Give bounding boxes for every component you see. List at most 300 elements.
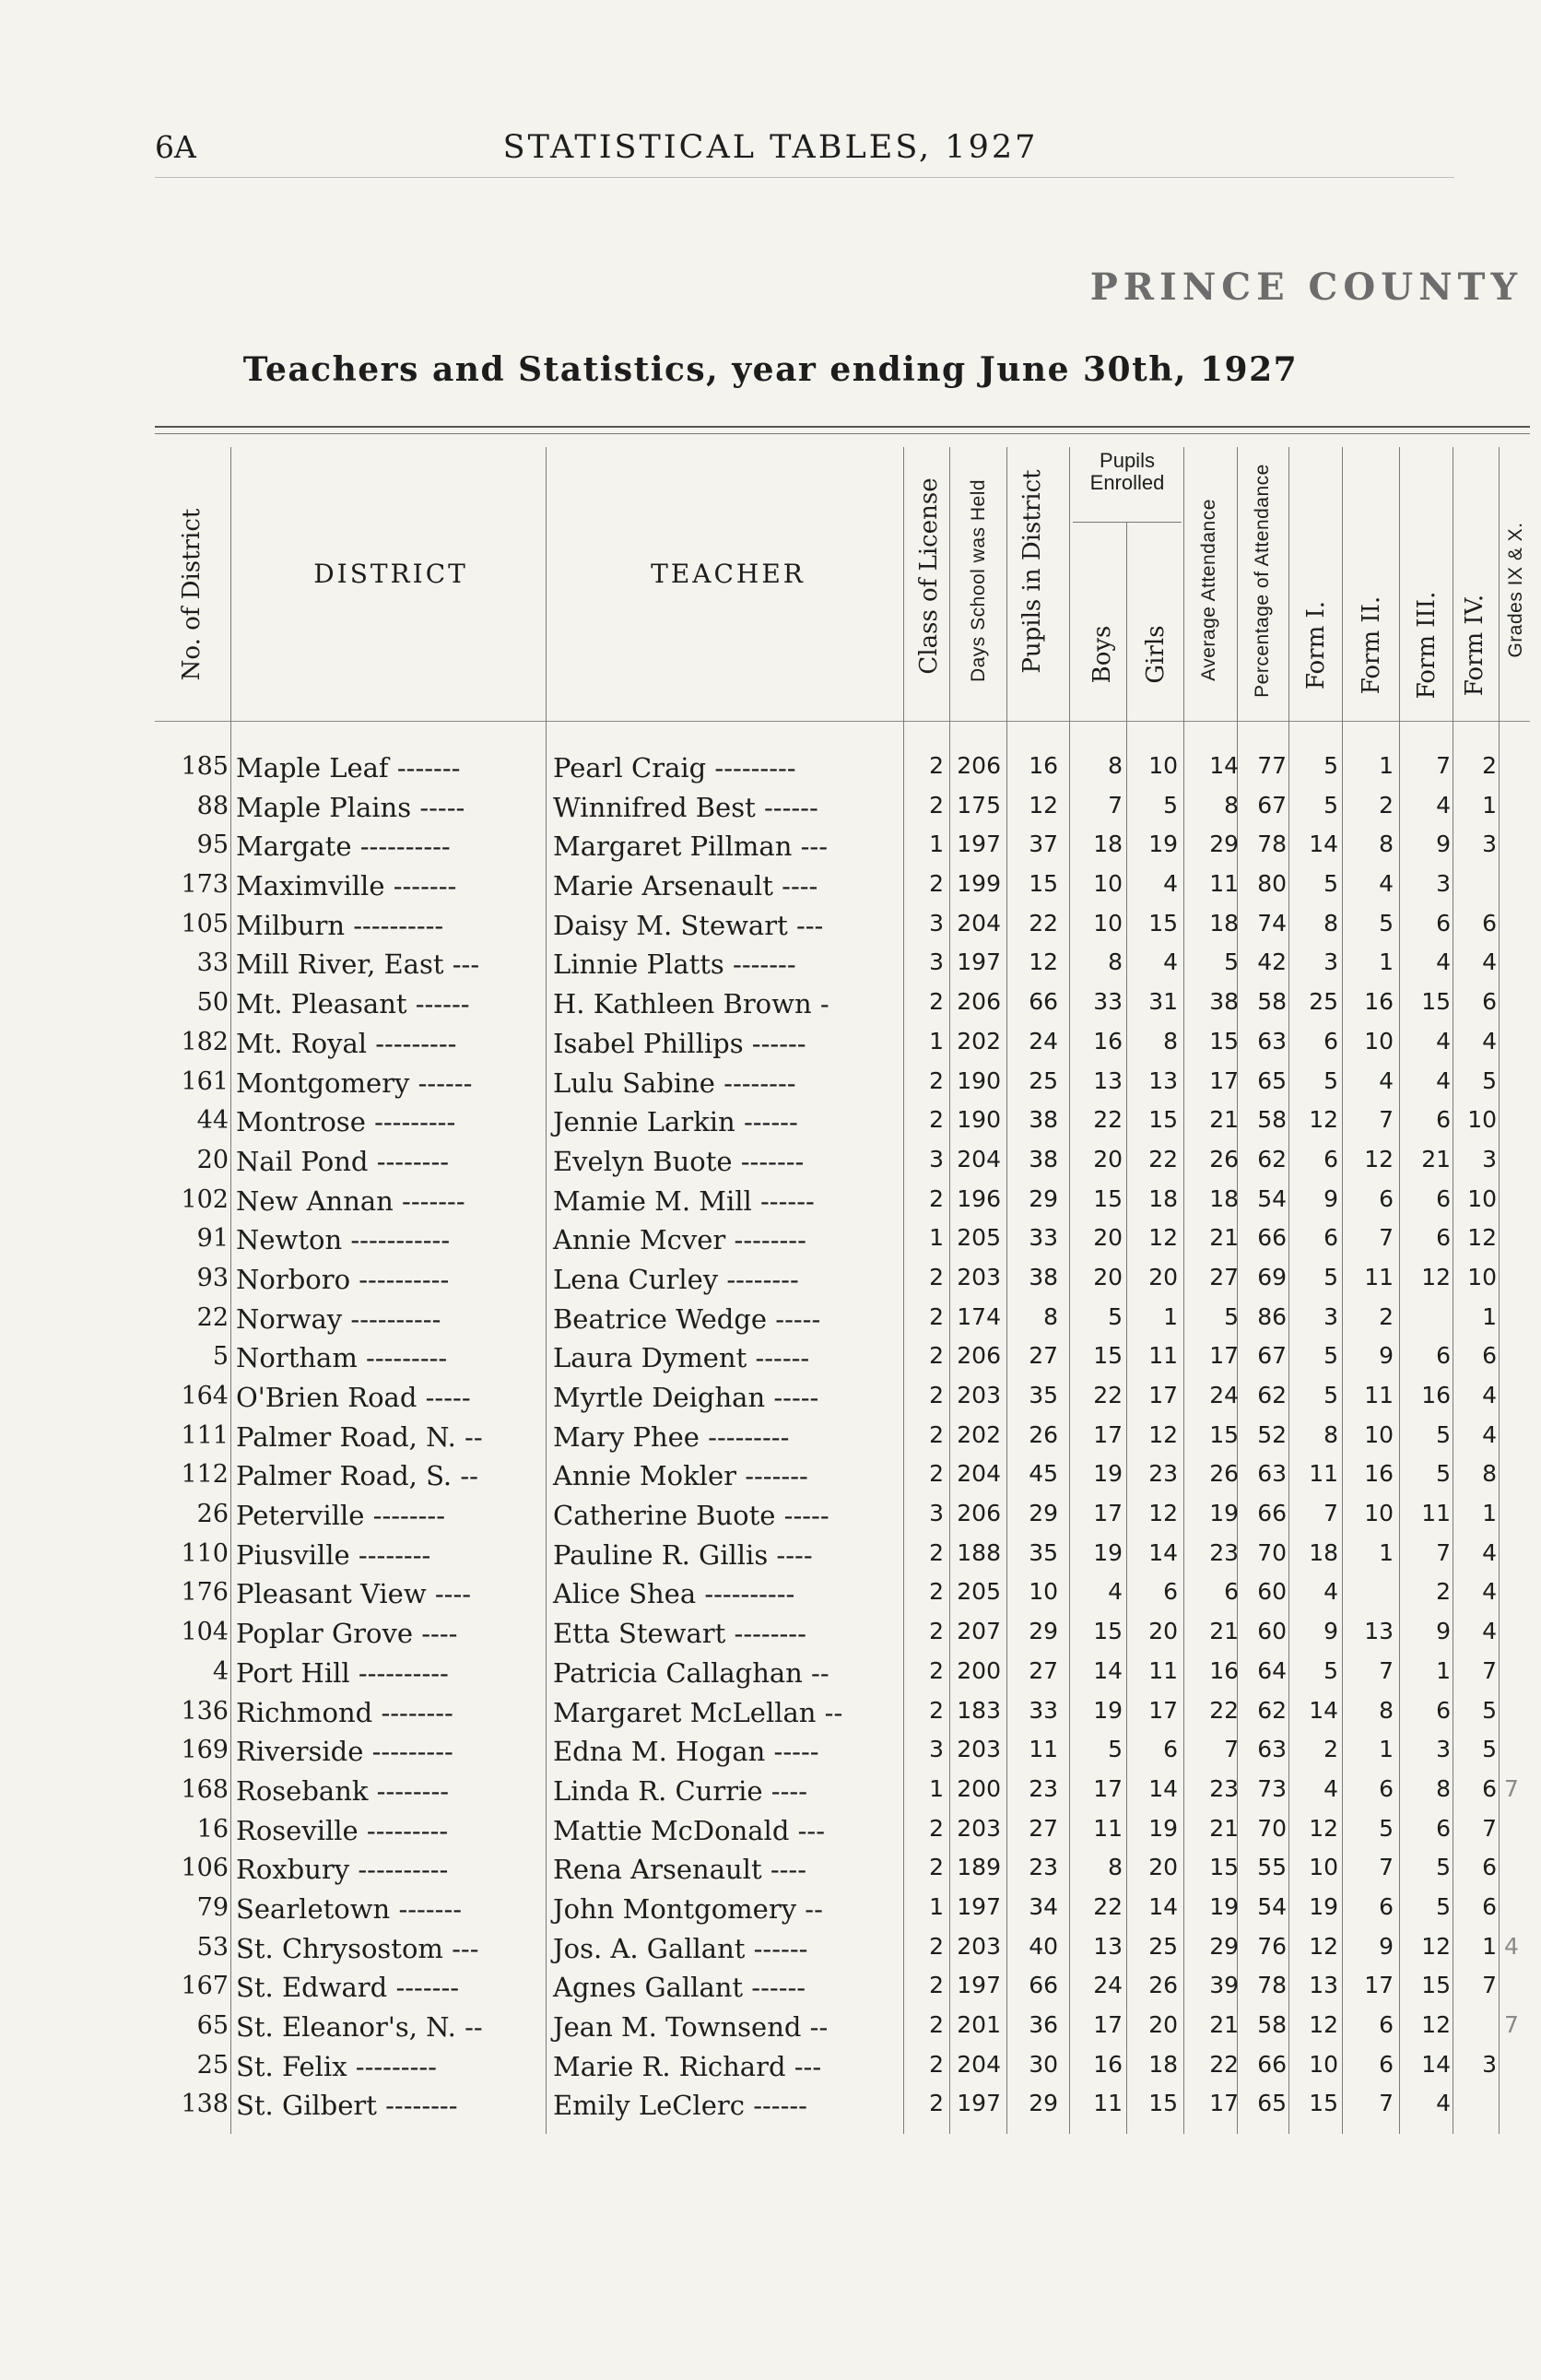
- average-attendance: 19: [1209, 1892, 1239, 1920]
- days-held: 199: [957, 870, 1001, 898]
- days-held: 196: [957, 1184, 1001, 1212]
- form-1: 8: [1323, 909, 1338, 937]
- district-name: Maximville -------: [236, 870, 457, 902]
- license-class: 3: [929, 948, 944, 976]
- attendance-percentage: 70: [1257, 1538, 1287, 1566]
- form-2: 1: [1379, 752, 1394, 779]
- form-2: 8: [1379, 831, 1394, 858]
- form-1: 5: [1323, 1382, 1338, 1408]
- teacher-name: Marie Arsenault ----: [553, 870, 818, 902]
- form-1: 4: [1323, 1578, 1338, 1606]
- district-number: 173: [181, 870, 229, 900]
- form-4: 10: [1467, 1106, 1497, 1134]
- form-3: 6: [1436, 1106, 1451, 1134]
- girls-enrolled: 15: [1148, 909, 1178, 937]
- attendance-percentage: 78: [1257, 1972, 1287, 1999]
- form-1: 8: [1323, 1420, 1338, 1448]
- attendance-percentage: 65: [1257, 1066, 1287, 1094]
- license-class: 2: [929, 1854, 944, 1881]
- teacher-name: John Montgomery --: [553, 1892, 823, 1925]
- teacher-name: Annie Mokler -------: [553, 1460, 808, 1492]
- district-number: 164: [181, 1382, 229, 1410]
- district-name: Piusville --------: [236, 1538, 431, 1571]
- pupils-in-district: 66: [1029, 1972, 1058, 1999]
- form-2: 4: [1379, 1066, 1394, 1094]
- girls-enrolled: 17: [1148, 1696, 1178, 1724]
- license-class: 1: [929, 1892, 944, 1920]
- attendance-percentage: 66: [1257, 1224, 1287, 1252]
- col-header-g9: Grades IX & X.: [1505, 522, 1526, 658]
- attendance-percentage: 54: [1257, 1184, 1287, 1212]
- district-name: Maple Leaf -------: [236, 752, 461, 784]
- col-header-enrolled: Pupils Enrolled: [1089, 449, 1165, 494]
- license-class: 3: [929, 1736, 944, 1763]
- average-attendance: 29: [1209, 1932, 1239, 1960]
- days-held: 197: [957, 1892, 1001, 1920]
- girls-enrolled: 12: [1148, 1224, 1178, 1252]
- district-number: 79: [196, 1892, 229, 1922]
- pupils-in-district: 26: [1029, 1420, 1058, 1448]
- form-1: 13: [1309, 1972, 1338, 1999]
- attendance-percentage: 52: [1257, 1420, 1287, 1448]
- license-class: 2: [929, 1382, 944, 1408]
- average-attendance: 23: [1209, 1774, 1239, 1802]
- boys-enrolled: 11: [1093, 2090, 1123, 2117]
- girls-enrolled: 18: [1148, 1184, 1178, 1212]
- license-class: 1: [929, 1774, 944, 1802]
- days-held: 203: [957, 1932, 1001, 1960]
- days-held: 200: [957, 1774, 1001, 1802]
- form-1: 14: [1309, 831, 1338, 858]
- average-attendance: 7: [1224, 1736, 1239, 1763]
- col-header-f2: Form II.: [1358, 595, 1385, 695]
- girls-enrolled: 6: [1163, 1578, 1178, 1606]
- form-4: 10: [1467, 1184, 1497, 1212]
- days-held: 174: [957, 1302, 1001, 1330]
- running-title: STATISTICAL TABLES, 1927: [502, 129, 1039, 166]
- form-1: 18: [1309, 1538, 1338, 1566]
- days-held: 189: [957, 1854, 1001, 1881]
- girls-enrolled: 31: [1148, 988, 1178, 1016]
- attendance-percentage: 76: [1257, 1932, 1287, 1960]
- district-name: Poplar Grove ----: [236, 1618, 458, 1650]
- average-attendance: 22: [1209, 1696, 1239, 1724]
- teacher-name: Lena Curley --------: [553, 1263, 799, 1295]
- attendance-percentage: 66: [1257, 2050, 1287, 2078]
- teacher-name: Jennie Larkin ------: [553, 1106, 798, 1138]
- form-4: 10: [1467, 1263, 1497, 1290]
- girls-enrolled: 4: [1163, 948, 1178, 976]
- district-number: 111: [181, 1420, 229, 1450]
- form-4: 3: [1482, 1145, 1497, 1172]
- form-3: 6: [1436, 909, 1451, 937]
- form-1: 5: [1323, 791, 1338, 819]
- days-held: 190: [957, 1066, 1001, 1094]
- pupils-in-district: 25: [1029, 1066, 1058, 1094]
- days-held: 207: [957, 1618, 1001, 1645]
- attendance-percentage: 42: [1257, 948, 1287, 976]
- form-3: 6: [1436, 1224, 1451, 1252]
- days-held: 205: [957, 1224, 1001, 1252]
- form-2: 6: [1379, 1892, 1394, 1920]
- form-2: 4: [1379, 870, 1394, 898]
- pupils-in-district: 33: [1029, 1696, 1058, 1724]
- attendance-percentage: 66: [1257, 1500, 1287, 1527]
- table-row: [0, 1966, 1541, 2006]
- license-class: 2: [929, 752, 944, 779]
- table-title: Teachers and Statistics, year ending June 30th, 1927: [242, 350, 1299, 389]
- attendance-percentage: 69: [1257, 1263, 1287, 1290]
- district-name: Peterville --------: [236, 1500, 446, 1532]
- form-2: 6: [1379, 2011, 1394, 2038]
- attendance-percentage: 73: [1257, 1774, 1287, 1802]
- license-class: 2: [929, 988, 944, 1016]
- form-4: 4: [1482, 1027, 1497, 1055]
- girls-enrolled: 6: [1163, 1736, 1178, 1763]
- teacher-name: Edna M. Hogan -----: [553, 1736, 819, 1768]
- pupils-in-district: 12: [1029, 791, 1058, 819]
- license-class: 2: [929, 2050, 944, 2078]
- boys-enrolled: 22: [1093, 1382, 1123, 1408]
- table-row: [0, 1573, 1541, 1612]
- district-name: St. Felix ---------: [236, 2050, 437, 2082]
- days-held: 206: [957, 752, 1001, 779]
- form-2: 6: [1379, 1184, 1394, 1212]
- license-class: 2: [929, 1618, 944, 1645]
- district-number: 110: [181, 1538, 229, 1568]
- col-header-f3: Form III.: [1413, 591, 1441, 700]
- days-held: 188: [957, 1538, 1001, 1566]
- average-attendance: 6: [1224, 1578, 1239, 1606]
- form-3: 5: [1436, 1854, 1451, 1881]
- district-number: 95: [196, 831, 229, 860]
- form-2: 8: [1379, 1696, 1394, 1724]
- district-name: Norway ----------: [236, 1302, 441, 1335]
- days-held: 190: [957, 1106, 1001, 1134]
- attendance-percentage: 58: [1257, 988, 1287, 1016]
- days-held: 203: [957, 1263, 1001, 1290]
- form-3: 2: [1436, 1578, 1451, 1606]
- form-3: 4: [1436, 791, 1451, 819]
- table-row: [0, 1927, 1541, 1967]
- form-1: 15: [1309, 2090, 1338, 2117]
- col-header-pct: Percentage of Attendance: [1252, 464, 1273, 698]
- table-row: [0, 983, 1541, 1022]
- pupils-in-district: 66: [1029, 988, 1058, 1016]
- form-2: 7: [1379, 1854, 1394, 1881]
- boys-enrolled: 11: [1093, 1814, 1123, 1842]
- district-number: 91: [196, 1224, 229, 1254]
- form-2: 1: [1379, 1538, 1394, 1566]
- boys-enrolled: 16: [1093, 1027, 1123, 1055]
- form-1: 10: [1309, 1854, 1338, 1881]
- average-attendance: 16: [1209, 1656, 1239, 1684]
- teacher-name: Jos. A. Gallant ------: [553, 1932, 808, 1964]
- form-3: 15: [1421, 1972, 1451, 1999]
- teacher-name: Pearl Craig ---------: [553, 752, 796, 784]
- pupils-in-district: 37: [1029, 831, 1058, 858]
- district-number: 33: [196, 948, 229, 978]
- district-number: 169: [181, 1736, 229, 1765]
- boys-enrolled: 14: [1093, 1656, 1123, 1684]
- table-row: [0, 1888, 1541, 1927]
- days-held: 206: [957, 1500, 1001, 1527]
- form-1: 5: [1323, 1342, 1338, 1370]
- teacher-name: Emily LeClerc ------: [553, 2090, 807, 2122]
- pupils-in-district: 35: [1029, 1382, 1058, 1408]
- attendance-percentage: 63: [1257, 1736, 1287, 1763]
- district-number: 106: [181, 1854, 229, 1883]
- pupils-in-district: 36: [1029, 2011, 1058, 2038]
- form-2: 5: [1379, 909, 1394, 937]
- district-name: Roseville ---------: [236, 1814, 449, 1846]
- form-3: 16: [1421, 1382, 1451, 1408]
- district-name: Rosebank --------: [236, 1774, 450, 1807]
- table-row: [0, 2045, 1541, 2085]
- district-number: 50: [196, 988, 229, 1018]
- form-1: 19: [1309, 1892, 1338, 1920]
- days-held: 206: [957, 988, 1001, 1016]
- pupils-in-district: 27: [1029, 1656, 1058, 1684]
- form-3: 1: [1436, 1656, 1451, 1684]
- teacher-name: Annie Mcver --------: [553, 1224, 806, 1256]
- table-row: [0, 904, 1541, 944]
- license-class: 1: [929, 1027, 944, 1055]
- license-class: 2: [929, 1066, 944, 1094]
- teacher-name: Catherine Buote -----: [553, 1500, 829, 1532]
- days-held: 202: [957, 1027, 1001, 1055]
- form-2: 6: [1379, 2050, 1394, 2078]
- form-1: 14: [1309, 1696, 1338, 1724]
- grades-9-10: 7: [1504, 1774, 1519, 1802]
- average-attendance: 15: [1209, 1854, 1239, 1881]
- average-attendance: 29: [1209, 831, 1239, 858]
- district-number: 138: [181, 2090, 229, 2119]
- district-name: Northam ---------: [236, 1342, 448, 1374]
- form-1: 6: [1323, 1027, 1338, 1055]
- days-held: 203: [957, 1814, 1001, 1842]
- boys-enrolled: 16: [1093, 2050, 1123, 2078]
- table-row: [0, 1612, 1541, 1652]
- attendance-percentage: 58: [1257, 2011, 1287, 2038]
- table-row: [0, 1180, 1541, 1219]
- pupils-in-district: 24: [1029, 1027, 1058, 1055]
- col-header-class: Class of License: [915, 477, 943, 675]
- pupils-in-district: 29: [1029, 1618, 1058, 1645]
- table-row: [0, 1494, 1541, 1534]
- boys-enrolled: 20: [1093, 1263, 1123, 1290]
- form-3: 12: [1421, 2011, 1451, 2038]
- average-attendance: 17: [1209, 2090, 1239, 2117]
- license-class: 2: [929, 1656, 944, 1684]
- girls-enrolled: 20: [1148, 1618, 1178, 1645]
- district-number: 53: [196, 1932, 229, 1962]
- average-attendance: 19: [1209, 1500, 1239, 1527]
- boys-enrolled: 13: [1093, 1932, 1123, 1960]
- form-1: 5: [1323, 752, 1338, 779]
- district-number: 136: [181, 1696, 229, 1726]
- boys-enrolled: 8: [1108, 948, 1123, 976]
- district-name: Riverside ---------: [236, 1736, 453, 1768]
- attendance-percentage: 70: [1257, 1814, 1287, 1842]
- form-4: 5: [1482, 1736, 1497, 1763]
- boys-enrolled: 8: [1108, 1854, 1123, 1881]
- form-1: 6: [1323, 1224, 1338, 1252]
- pupils-in-district: 15: [1029, 870, 1058, 898]
- form-1: 4: [1323, 1774, 1338, 1802]
- form-2: 12: [1364, 1145, 1394, 1172]
- col-header-pupils: Pupils in District: [1018, 469, 1046, 674]
- teacher-name: Etta Stewart --------: [553, 1618, 806, 1650]
- district-number: 65: [196, 2011, 229, 2040]
- form-2: 7: [1379, 2090, 1394, 2117]
- district-number: 176: [181, 1578, 229, 1608]
- average-attendance: 21: [1209, 1618, 1239, 1645]
- teacher-name: Evelyn Buote -------: [553, 1145, 805, 1177]
- table-row: [0, 1691, 1541, 1731]
- average-attendance: 5: [1224, 1302, 1239, 1330]
- average-attendance: 14: [1209, 752, 1239, 779]
- form-1: 12: [1309, 1814, 1338, 1842]
- form-2: 16: [1364, 1460, 1394, 1488]
- form-4: 4: [1482, 1420, 1497, 1448]
- form-3: 3: [1436, 1736, 1451, 1763]
- average-attendance: 15: [1209, 1420, 1239, 1448]
- boys-enrolled: 8: [1108, 752, 1123, 779]
- table-top-rule-thin: [155, 433, 1530, 434]
- district-number: 185: [181, 752, 229, 781]
- attendance-percentage: 58: [1257, 1106, 1287, 1134]
- license-class: 1: [929, 1224, 944, 1252]
- form-3: 7: [1436, 752, 1451, 779]
- pupils-in-district: 8: [1043, 1302, 1058, 1330]
- attendance-percentage: 64: [1257, 1656, 1287, 1684]
- form-3: 3: [1436, 870, 1451, 898]
- license-class: 2: [929, 791, 944, 819]
- form-4: 1: [1482, 1302, 1497, 1330]
- days-held: 197: [957, 948, 1001, 976]
- boys-enrolled: 17: [1093, 2011, 1123, 2038]
- attendance-percentage: 55: [1257, 1854, 1287, 1881]
- district-name: Roxbury ----------: [236, 1854, 449, 1886]
- table-row: [0, 1652, 1541, 1691]
- pupils-in-district: 23: [1029, 1774, 1058, 1802]
- pupils-in-district: 30: [1029, 2050, 1058, 2078]
- form-1: 3: [1323, 1302, 1338, 1330]
- form-4: 6: [1482, 909, 1497, 937]
- form-3: 5: [1436, 1460, 1451, 1488]
- form-3: 5: [1436, 1420, 1451, 1448]
- boys-enrolled: 24: [1093, 1972, 1123, 1999]
- form-1: 25: [1309, 988, 1338, 1016]
- form-1: 7: [1323, 1500, 1338, 1527]
- grades-9-10: 7: [1504, 2011, 1519, 2038]
- girls-enrolled: 22: [1148, 1145, 1178, 1172]
- district-number: 104: [181, 1618, 229, 1647]
- average-attendance: 17: [1209, 1342, 1239, 1370]
- teacher-name: Isabel Phillips ------: [553, 1027, 806, 1059]
- girls-enrolled: 18: [1148, 2050, 1178, 2078]
- girls-enrolled: 15: [1148, 2090, 1178, 2117]
- girls-enrolled: 5: [1163, 791, 1178, 819]
- girls-enrolled: 15: [1148, 1106, 1178, 1134]
- page-number: 6A: [155, 129, 196, 165]
- days-held: 183: [957, 1696, 1001, 1724]
- average-attendance: 38: [1209, 988, 1239, 1016]
- teacher-name: Rena Arsenault ----: [553, 1854, 807, 1886]
- girls-enrolled: 20: [1148, 2011, 1178, 2038]
- pupils-in-district: 38: [1029, 1263, 1058, 1290]
- grades-9-10: 4: [1504, 1932, 1519, 1960]
- pupils-in-district: 22: [1029, 909, 1058, 937]
- teacher-name: Beatrice Wedge -----: [553, 1302, 821, 1335]
- col-header-days: Days School was Held: [968, 478, 989, 683]
- form-2: 10: [1364, 1027, 1394, 1055]
- average-attendance: 15: [1209, 1027, 1239, 1055]
- col-header-no: No. of District: [178, 508, 206, 681]
- license-class: 2: [929, 1342, 944, 1370]
- form-2: 10: [1364, 1500, 1394, 1527]
- table-row: [0, 1022, 1541, 1062]
- girls-enrolled: 12: [1148, 1500, 1178, 1527]
- form-3: 6: [1436, 1696, 1451, 1724]
- form-2: 10: [1364, 1420, 1394, 1448]
- form-4: 7: [1482, 1972, 1497, 1999]
- table-row: [0, 1455, 1541, 1494]
- boys-enrolled: 15: [1093, 1618, 1123, 1645]
- form-3: 6: [1436, 1184, 1451, 1212]
- form-1: 12: [1309, 2011, 1338, 2038]
- form-2: 7: [1379, 1656, 1394, 1684]
- form-2: 6: [1379, 1774, 1394, 1802]
- county-name: PRINCE COUNTY: [1089, 265, 1523, 309]
- license-class: 2: [929, 1302, 944, 1330]
- teacher-name: Patricia Callaghan --: [553, 1656, 829, 1689]
- average-attendance: 21: [1209, 1814, 1239, 1842]
- pupils-in-district: 35: [1029, 1538, 1058, 1566]
- form-4: 3: [1482, 2050, 1497, 2078]
- district-number: 25: [196, 2050, 229, 2080]
- boys-enrolled: 10: [1093, 870, 1123, 898]
- teacher-name: H. Kathleen Brown -: [553, 988, 829, 1020]
- form-4: 7: [1482, 1656, 1497, 1684]
- table-row: [0, 1376, 1541, 1416]
- form-4: 6: [1482, 1892, 1497, 1920]
- pupils-in-district: 16: [1029, 752, 1058, 779]
- average-attendance: 5: [1224, 948, 1239, 976]
- district-name: Palmer Road, N. --: [236, 1420, 483, 1453]
- form-4: 6: [1482, 1342, 1497, 1370]
- form-3: 21: [1421, 1145, 1451, 1172]
- form-3: 7: [1436, 1538, 1451, 1566]
- form-2: 11: [1364, 1263, 1394, 1290]
- pupils-in-district: 45: [1029, 1460, 1058, 1488]
- district-name: Pleasant View ----: [236, 1578, 472, 1610]
- form-4: 12: [1467, 1224, 1497, 1252]
- form-3: 6: [1436, 1814, 1451, 1842]
- girls-enrolled: 14: [1148, 1774, 1178, 1802]
- form-2: 2: [1379, 791, 1394, 819]
- license-class: 2: [929, 1263, 944, 1290]
- average-attendance: 27: [1209, 1263, 1239, 1290]
- pupils-in-district: 40: [1029, 1932, 1058, 1960]
- table-row: [0, 865, 1541, 904]
- district-name: Mt. Royal ---------: [236, 1027, 457, 1059]
- girls-enrolled: 26: [1148, 1972, 1178, 1999]
- teacher-name: Pauline R. Gillis ----: [553, 1538, 813, 1571]
- col-header-teacher: TEACHER: [651, 559, 806, 589]
- form-4: 8: [1482, 1460, 1497, 1488]
